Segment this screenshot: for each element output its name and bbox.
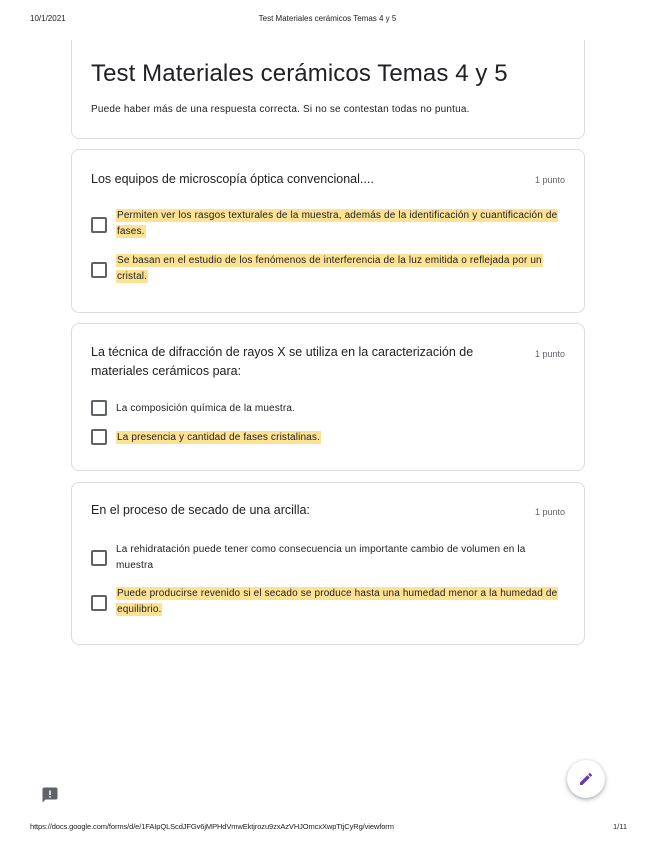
question-card-1 — [71, 149, 585, 313]
form-title-card — [71, 40, 585, 139]
checkbox[interactable] — [91, 217, 107, 233]
print-header — [0, 14, 655, 28]
checkbox[interactable] — [91, 400, 107, 416]
option-label — [116, 208, 561, 240]
question-text: En el proceso de secado de una arcilla: — [91, 503, 310, 517]
option-label — [116, 430, 561, 446]
option-highlight: Puede producirse revenido si el secado se produce hasta una humedad menor a la humedad de equilibrio. — [117, 588, 558, 615]
option-highlight: Se basan en el estudio de los fenómenos de interferencia de la luz emitida o reflejada por un cristal. — [117, 255, 542, 282]
question-text: La técnica de difracción de rayos X se utiliza en la caracterización de materiales cerámicos para: — [91, 345, 474, 378]
print-url: https://docs.google.com/forms/d/e/1FAIpQLScdJFGv6jMPHdVmwEktjrozu9zxAzVHJOmcxXwpTtjCyRg/viewform — [30, 822, 394, 831]
form-title: Test Materiales cerámicos Temas 4 y 5 — [91, 60, 508, 87]
edit-button[interactable] — [567, 760, 605, 798]
print-page-number: 1/11 — [612, 822, 627, 831]
pencil-icon — [578, 771, 594, 787]
feedback-icon[interactable] — [41, 786, 59, 804]
question-text: Los equipos de microscopía óptica convencional.... — [91, 172, 374, 186]
question-card-2 — [71, 323, 585, 471]
checkbox[interactable] — [91, 429, 107, 445]
option-label — [116, 253, 561, 285]
option-highlight: Permiten ver los rasgos texturales de la muestra, además de la identificación y cuantificación de fases. — [117, 210, 558, 237]
print-date: 10/1/2021 — [30, 14, 66, 23]
option-label: La rehidratación puede tener como consecuencia un importante cambio de volumen en la muestra — [116, 544, 526, 571]
form-description: Puede haber más de una respuesta correcta. Si no se contestan todas no puntua. — [91, 104, 470, 115]
print-title: Test Materiales cerámicos Temas 4 y 5 — [258, 14, 397, 23]
checkbox[interactable] — [91, 550, 107, 566]
option-highlight: La presencia y cantidad de fases cristalinas. — [117, 432, 320, 443]
option-label — [116, 586, 561, 618]
print-footer — [0, 822, 655, 834]
option-label: La composición química de la muestra. — [116, 403, 295, 414]
question-points: 1 punto — [534, 507, 565, 517]
checkbox[interactable] — [91, 595, 107, 611]
feedback-icon-svg — [41, 786, 59, 804]
question-points: 1 punto — [534, 349, 565, 359]
question-points: 1 punto — [534, 175, 565, 185]
checkbox[interactable] — [91, 262, 107, 278]
question-card-3 — [71, 482, 585, 645]
